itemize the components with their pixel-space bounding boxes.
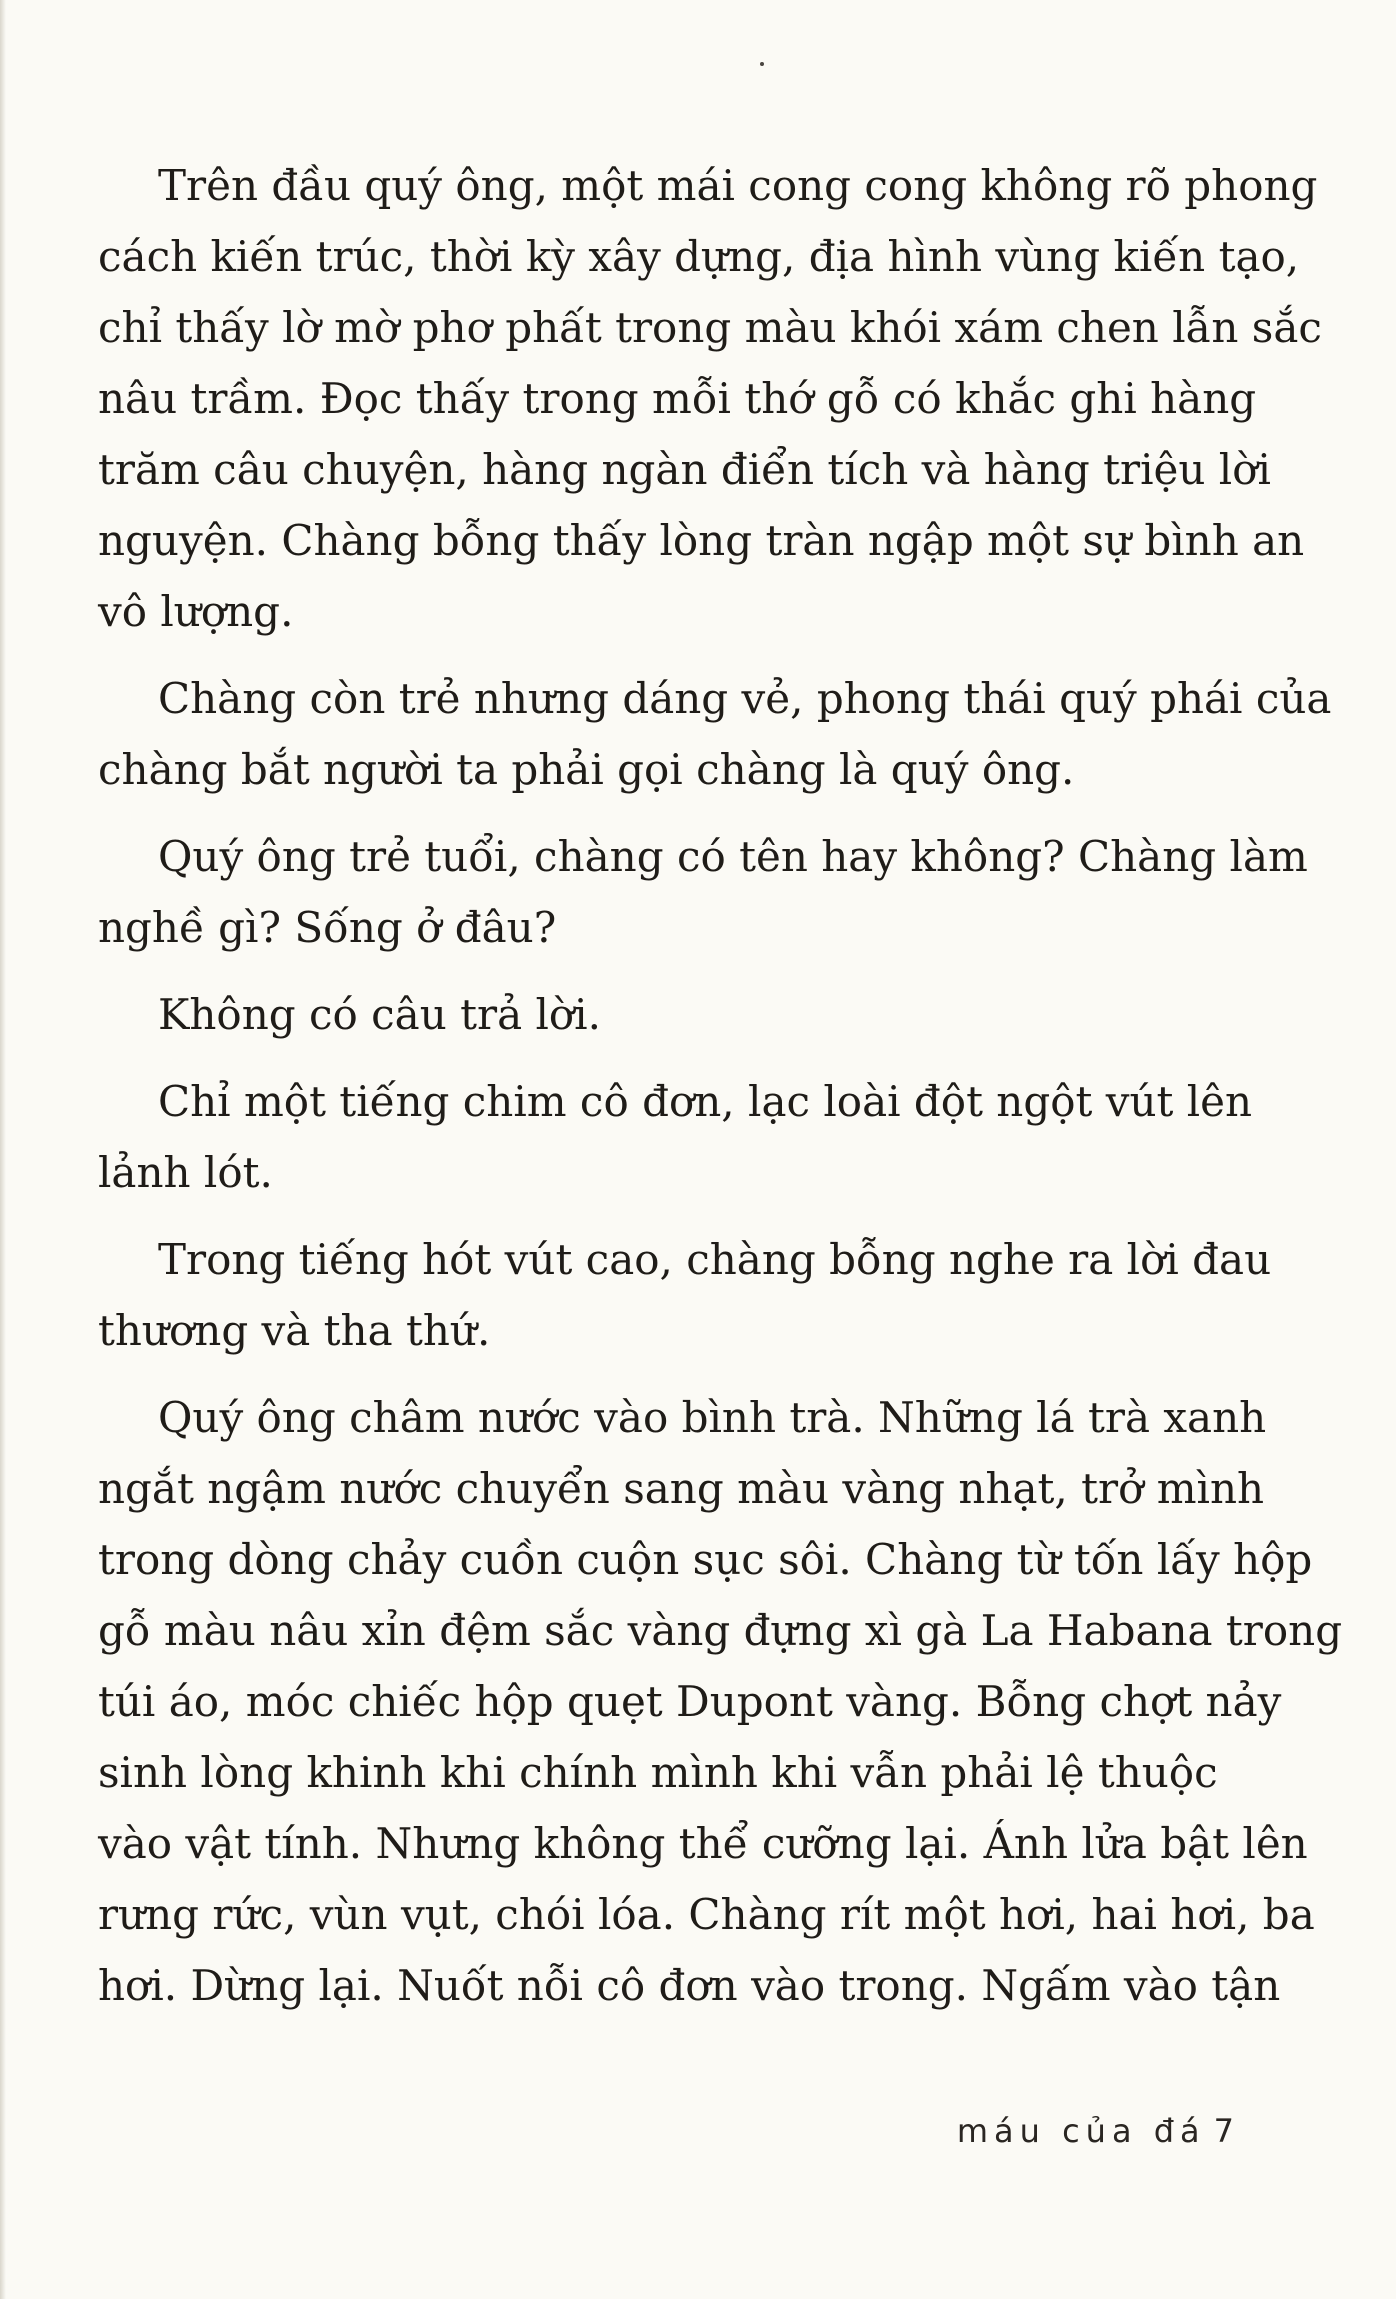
page-edge-shadow	[0, 0, 6, 2299]
text-line: ngắt ngậm nước chuyển sang màu vàng nhạt, trở mình	[98, 1464, 1265, 1513]
text-line: Quý ông châm nước vào bình trà. Những lá trà xanh	[158, 1393, 1267, 1442]
text-line: cách kiến trúc, thời kỳ xây dựng, địa hình vùng kiến tạo,	[98, 232, 1300, 281]
paragraph-4	[98, 979, 1248, 1050]
text-line: nâu trầm. Đọc thấy trong mỗi thớ gỗ có khắc ghi hàng	[98, 374, 1257, 423]
text-line: rưng rức, vùn vụt, chói lóa. Chàng rít một hơi, hai hơi, ba	[98, 1890, 1315, 1939]
text-line: Không có câu trả lời.	[158, 990, 601, 1039]
text-line: Quý ông trẻ tuổi, chàng có tên hay không? Chàng làm	[158, 832, 1308, 881]
text-line: lảnh lót.	[98, 1148, 273, 1197]
text-line: trong dòng chảy cuồn cuộn sục sôi. Chàng từ tốn lấy hộp	[98, 1535, 1313, 1584]
page-footer	[957, 2112, 1234, 2150]
text-line: trăm câu chuyện, hàng ngàn điển tích và hàng triệu lời	[98, 445, 1271, 494]
text-line: nguyện. Chàng bỗng thấy lòng tràn ngập một sự bình an	[98, 516, 1305, 565]
body-text	[98, 150, 1343, 2037]
paper-speck	[760, 62, 764, 66]
paragraph-3	[98, 821, 1308, 963]
paragraph-5	[98, 1066, 1253, 1208]
text-line: Chàng còn trẻ nhưng dáng vẻ, phong thái quý phái của	[158, 674, 1332, 723]
text-line: sinh lòng khinh khi chính mình khi vẫn phải lệ thuộc	[98, 1748, 1218, 1797]
paragraph-1	[98, 150, 1322, 647]
running-title: máu của đá	[956, 2112, 1206, 2150]
text-line: vô lượng.	[98, 587, 294, 636]
text-line: chỉ thấy lờ mờ phơ phất trong màu khói xám chen lẫn sắc	[98, 303, 1322, 352]
text-line: Trên đầu quý ông, một mái cong cong không rõ phong	[158, 161, 1318, 210]
text-line: gỗ màu nâu xỉn đệm sắc vàng đựng xì gà La Habana trong	[98, 1606, 1343, 1655]
text-line: Chỉ một tiếng chim cô đơn, lạc loài đột ngột vút lên	[158, 1077, 1253, 1126]
text-line: túi áo, móc chiếc hộp quẹt Dupont vàng. Bỗng chợt nảy	[98, 1677, 1282, 1726]
paragraph-7	[98, 1382, 1343, 2021]
text-line: Trong tiếng hót vút cao, chàng bỗng nghe ra lời đau	[158, 1235, 1272, 1284]
paragraph-6	[98, 1224, 1272, 1366]
paragraph-2	[98, 663, 1332, 805]
page-number: 7	[1213, 2112, 1234, 2150]
text-line: thương và tha thứ.	[98, 1306, 491, 1355]
text-line: hơi. Dừng lại. Nuốt nỗi cô đơn vào trong. Ngấm vào tận	[98, 1961, 1281, 2010]
text-line: vào vật tính. Nhưng không thể cưỡng lại. Ánh lửa bật lên	[98, 1819, 1308, 1868]
text-line: chàng bắt người ta phải gọi chàng là quý ông.	[98, 745, 1075, 794]
text-line: nghề gì? Sống ở đâu?	[98, 903, 557, 952]
